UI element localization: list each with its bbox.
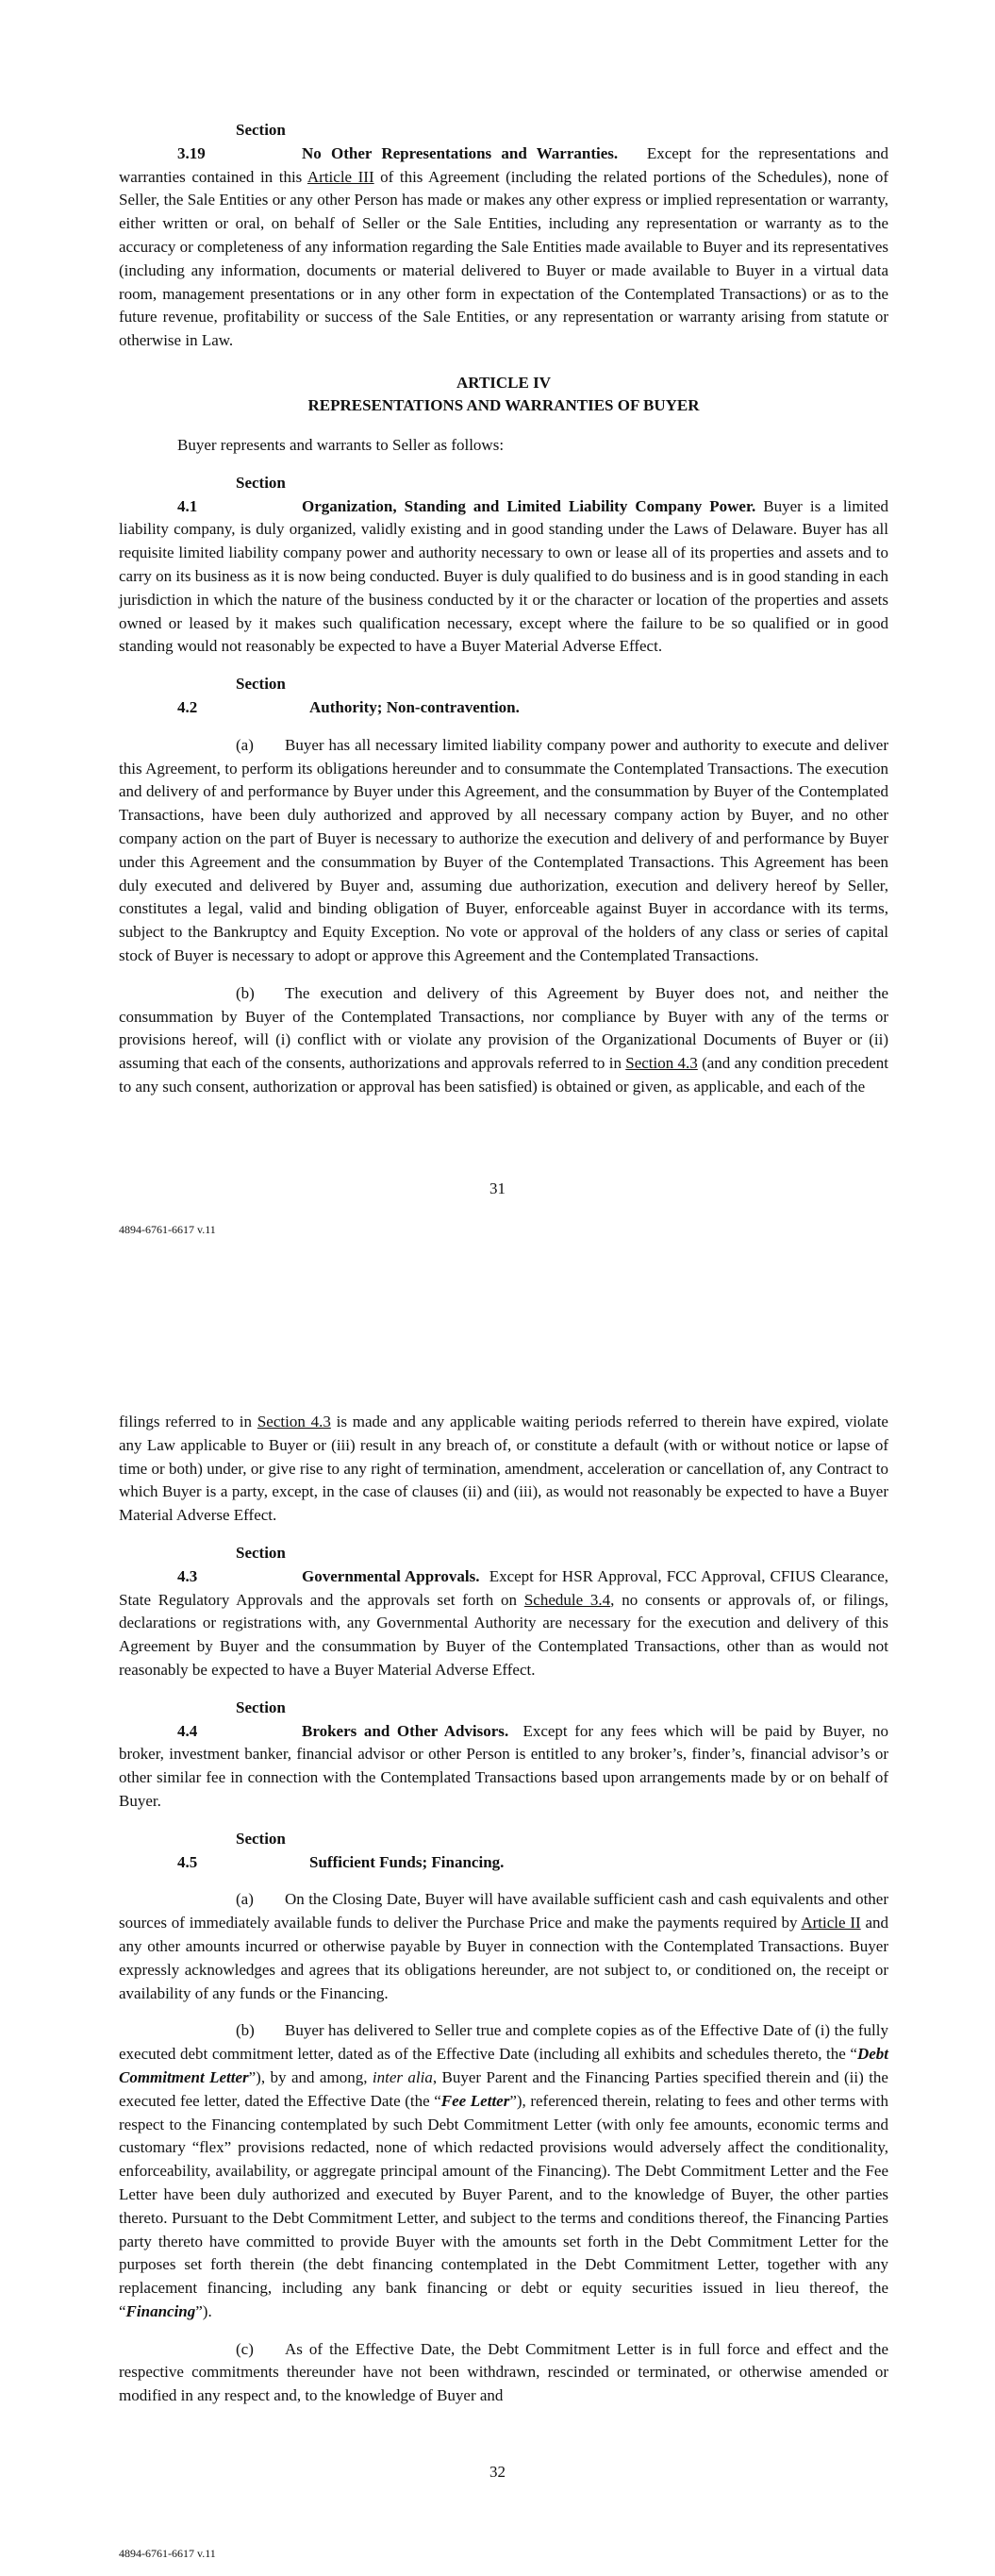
section-4-3: Section 4.3 Governmental Approvals. Except for HSR Approval, FCC Approval, CFIUS Clearance, State Regulatory Approvals and the approvals set forth on Schedule 3.4, no consents or approvals of, or filings, declarations or registrations with, any Governmental Authority are necessary for the execution and delivery of this Agreement by Buyer and the consummation by Buyer of the Contemplated Transactions, other than as would not reasonably be expected to have a Buyer Material Adverse Effect. — [119, 1543, 889, 1679]
section-4-5-heading: Section 4.5 Sufficient Funds; Financing. — [177, 1829, 505, 1871]
article-iii-link[interactable]: Article III — [307, 167, 374, 186]
section-4-1-heading: Section 4.1 Organization, Standing and Limited Liability Company Power. — [177, 473, 756, 515]
section-4-4: Section 4.4 Brokers and Other Advisors. Except for any fees which will be paid by Buyer, no broker, investment banker, financial advisor or other Person is entitled to any broker’s, finder’s, financial advisor’s or other similar fee in connection with the Contemplated Transactions based upon arrangements made by or on behalf of Buyer. — [119, 1698, 888, 1810]
section-4-4-heading: Section 4.4 Brokers and Other Advisors. — [177, 1698, 509, 1740]
page-32-body — [119, 1411, 888, 2422]
page-number: 32 — [489, 2463, 506, 2481]
article-iv-intro: Buyer represents and warrants to Seller as follows: — [177, 435, 505, 454]
section-4-3-heading: Section 4.3 Governmental Approvals. — [177, 1543, 480, 1585]
defined-term-fee-letter: Fee Letter — [440, 2091, 510, 2110]
article-ii-link[interactable]: Article II — [801, 1914, 861, 1932]
page-32 — [0, 1288, 995, 2576]
section-4-2-b-continued: filings referred to in Section 4.3 is made and any applicable waiting periods referred to therein have expired, violate any Law applicable to Buyer or (iii) result in any breach of, or constitute a default (with or without notice or lapse of time or both) under, or give rise to any right of termination, amendment, acceleration or cancellation of, any Contract to which Buyer is a party, except, in the case of clauses (ii) and (iii), as would not reasonably be expected to have a Buyer Material Adverse Effect. — [119, 1413, 888, 1525]
defined-term-financing: Financing — [125, 2301, 196, 2320]
section-4-3-link[interactable]: Section 4.3 — [625, 1054, 698, 1073]
section-3-19-heading: Section 3.19 No Other Representations and Warranties. — [177, 121, 619, 162]
section-4-5-a: (a) On the Closing Date, Buyer will have available sufficient cash and cash equivalents and other sources of immediately available funds to deliver the Purchase Price and make the payments required by Article II and any other amounts incurred or otherwise payable by Buyer in connection with the Contemplated Transactions. Buyer expressly acknowledges and agrees that its obligations hereunder, are not subject to, or conditioned on, the receipt or availability of any funds or the Financing. — [119, 1890, 888, 2002]
section-4-3-link[interactable]: Section 4.3 — [257, 1413, 331, 1430]
section-4-1: Section 4.1 Organization, Standing and Limited Liability Company Power. Buyer is a limited liability company, is duly organized, validly existing and in good standing under the Laws of Delaware. Buyer has all requisite limited liability company power and authority necessary to own or lease all of its properties and assets and to carry on its business as it is now being conducted. Buyer is duly qualified to do business and is in good standing in each jurisdiction in which the nature of the business conducted by it or the character or location of the properties and assets owned or leased by it makes such qualification necessary, except where the failure to be so qualified or in good standing would not reasonably be expected to have a Buyer Material Adverse Effect. — [119, 473, 888, 656]
document-id: 4894-6761-6617 v.11 — [119, 2547, 216, 2560]
section-4-2-b: (b) The execution and delivery of this Agreement by Buyer does not, and neither the consummation by Buyer of the Contemplated Transactions, nor compliance by Buyer with any of the terms or provisions hereof, will (i) conflict with or violate any provision of the Organizational Documents of Buyer or (ii) assuming that each of the consents, authorizations and approvals referred to in Section 4.3 (and any condition precedent to any such consent, authorization or approval has been satisfied) is obtained or given, as applicable, and each of the — [119, 983, 888, 1096]
section-3-19: Section 3.19 No Other Representations and Warranties. Except for the representations and warranties contained in this Article III of this Agreement (including the related portions of the Schedules), none of Seller, the Sale Entities or any other Person has made or makes any other express or implied representation or warranty, either written or oral, on behalf of Seller or the Sale Entities, including any representation or warranty as to the accuracy or completeness of any information regarding the Sale Entities made available to Buyer and its representatives (including any information, documents or material delivered to Buyer or made available to Buyer in a virtual data room, management presentations or in any other form in expectation of the Contemplated Transactions) or as to the future revenue, profitability or success of the Sale Entities, or any representation or warranty arising from statute or otherwise in Law. — [119, 121, 888, 350]
document-id: 4894-6761-6617 v.11 — [119, 1223, 216, 1236]
section-4-2-heading: Section 4.2 Authority; Non-contravention. — [177, 675, 520, 716]
page-31-body — [119, 119, 888, 1113]
defined-term-debt-commitment-letter: Debt Commitment Letter — [119, 2045, 888, 2086]
schedule-3-4-link[interactable]: Schedule 3.4 — [523, 1590, 611, 1609]
section-4-5-c: (c) As of the Effective Date, the Debt Commitment Letter is in full force and effect and the respective commitments thereunder have not been withdrawn, rescinded or terminated, or otherwise amended or modified in any respect and, to the knowledge of Buyer and — [119, 2339, 888, 2405]
page-number: 31 — [489, 1179, 506, 1197]
section-4-5-b: (b) Buyer has delivered to Seller true and complete copies as of the Effective Date of (i) the fully executed debt commitment letter, dated as of the Effective Date (including all exhibits and schedules thereto, the “Debt Commitment Letter”), by and among, inter alia, Buyer Parent and the Financing Parties specified therein and (ii) the executed fee letter, dated the Effective Date (the “Fee Letter”), referenced therein, relating to fees and other terms with respect to the Financing contemplated by such Debt Commitment Letter (with only fee amounts, economic terms and customary “flex” provisions redacted, none of which redacted provisions would adversely affect the conditionality, enforceability, availability, or aggregate principal amount of the Financing). The Debt Commitment Letter and the Fee Letter have been duly authorized and executed by Buyer Parent, and to the knowledge of Buyer, the other parties thereto. Pursuant to the Debt Commitment Letter, and subject to the terms and conditions thereof, the Financing Parties party thereto have committed to provide Buyer with the amounts set forth in the Debt Commitment Letter for the purposes set forth therein (the debt financing contemplated in the Debt Commitment Letter, together with any replacement financing, including any bank financing or debt or equity securities issued in lieu thereof, the “Financing”). — [119, 2021, 888, 2320]
article-iv-heading: ARTICLE IV REPRESENTATIONS AND WARRANTIES OF BUYER — [307, 373, 700, 414]
section-4-2-a: (a) Buyer has all necessary limited liability company power and authority to execute and deliver this Agreement, to perform its obligations hereunder and to consummate the Contemplated Transactions. The execution and delivery of and performance by Buyer under this Agreement, and the consummation by Buyer of the Contemplated Transactions, have been duly authorized and approved by all necessary company action by Buyer, and no other company action on the part of Buyer is necessary to authorize the execution and delivery of and performance by Buyer under this Agreement and the consummation by Buyer of the Contemplated Transactions. This Agreement has been duly executed and delivered by Buyer and, assuming due authorization, execution and delivery hereof by Seller, constitutes a legal, valid and binding obligation of Buyer, enforceable against Buyer in accordance with its terms, subject to the Bankruptcy and Equity Exception. No vote or approval of the holders of any class or series of capital stock of Buyer is necessary to adopt or approve this Agreement and the Contemplated Transactions. — [119, 735, 888, 964]
